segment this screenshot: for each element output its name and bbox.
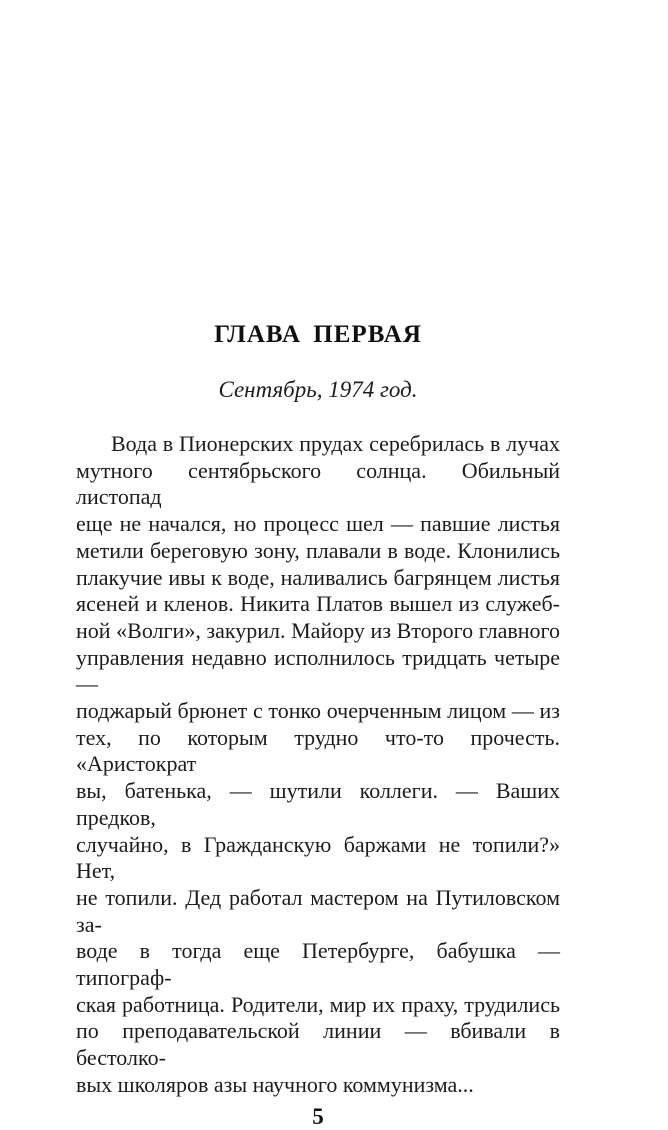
text-line: мутного сентябрьского солнца. Обильный листопад [76,457,560,510]
text-line: ной «Волги», закурил. Майору из Второго главного [76,617,560,643]
text-line: Вода в Пионерских прудах серебрилась в лучах [111,431,560,456]
text-line: поджарый брюнет с тонко очерченным лицом — из [76,698,560,724]
body-paragraph [76,431,560,1099]
chapter-date-subtitle: Сентябрь, 1974 год. [218,377,418,402]
text-line: метили береговую зону, плавали в воде. Клонились [76,537,560,563]
text-line: ская работница. Родители, мир их праху, трудились [76,991,560,1017]
text-line: тех, по которым трудно что-то прочесть. «Аристократ [76,724,560,777]
text-block [76,0,560,1130]
text-line: не топили. Дед работал мастером на Путиловском за- [76,884,560,937]
chapter-title: ГЛАВА ПЕРВАЯ [214,321,422,348]
text-line: еще не начался, но процесс шел — павшие листья [76,511,560,537]
text-line: ясеней и кленов. Никита Платов вышел из служеб- [76,591,560,617]
text-line: управления недавно исполнилось тридцать четыре — [76,644,560,697]
text-line: вы, батенька, — шутили коллеги. — Ваших предков, [76,778,560,830]
text-line: воде в тогда еще Петербурге, бабушка — типограф- [76,938,560,991]
text-line: вых школяров азы научного коммунизма... [76,1071,474,1097]
page-number: 5 [312,1103,324,1129]
text-line: случайно, в Гражданскую баржами не топили?» Нет, [76,831,560,884]
text-line: плакучие ивы к воде, наливались багрянцем листья [76,564,560,590]
text-line: по преподавательской линии — вбивали в бестолко- [76,1018,560,1071]
